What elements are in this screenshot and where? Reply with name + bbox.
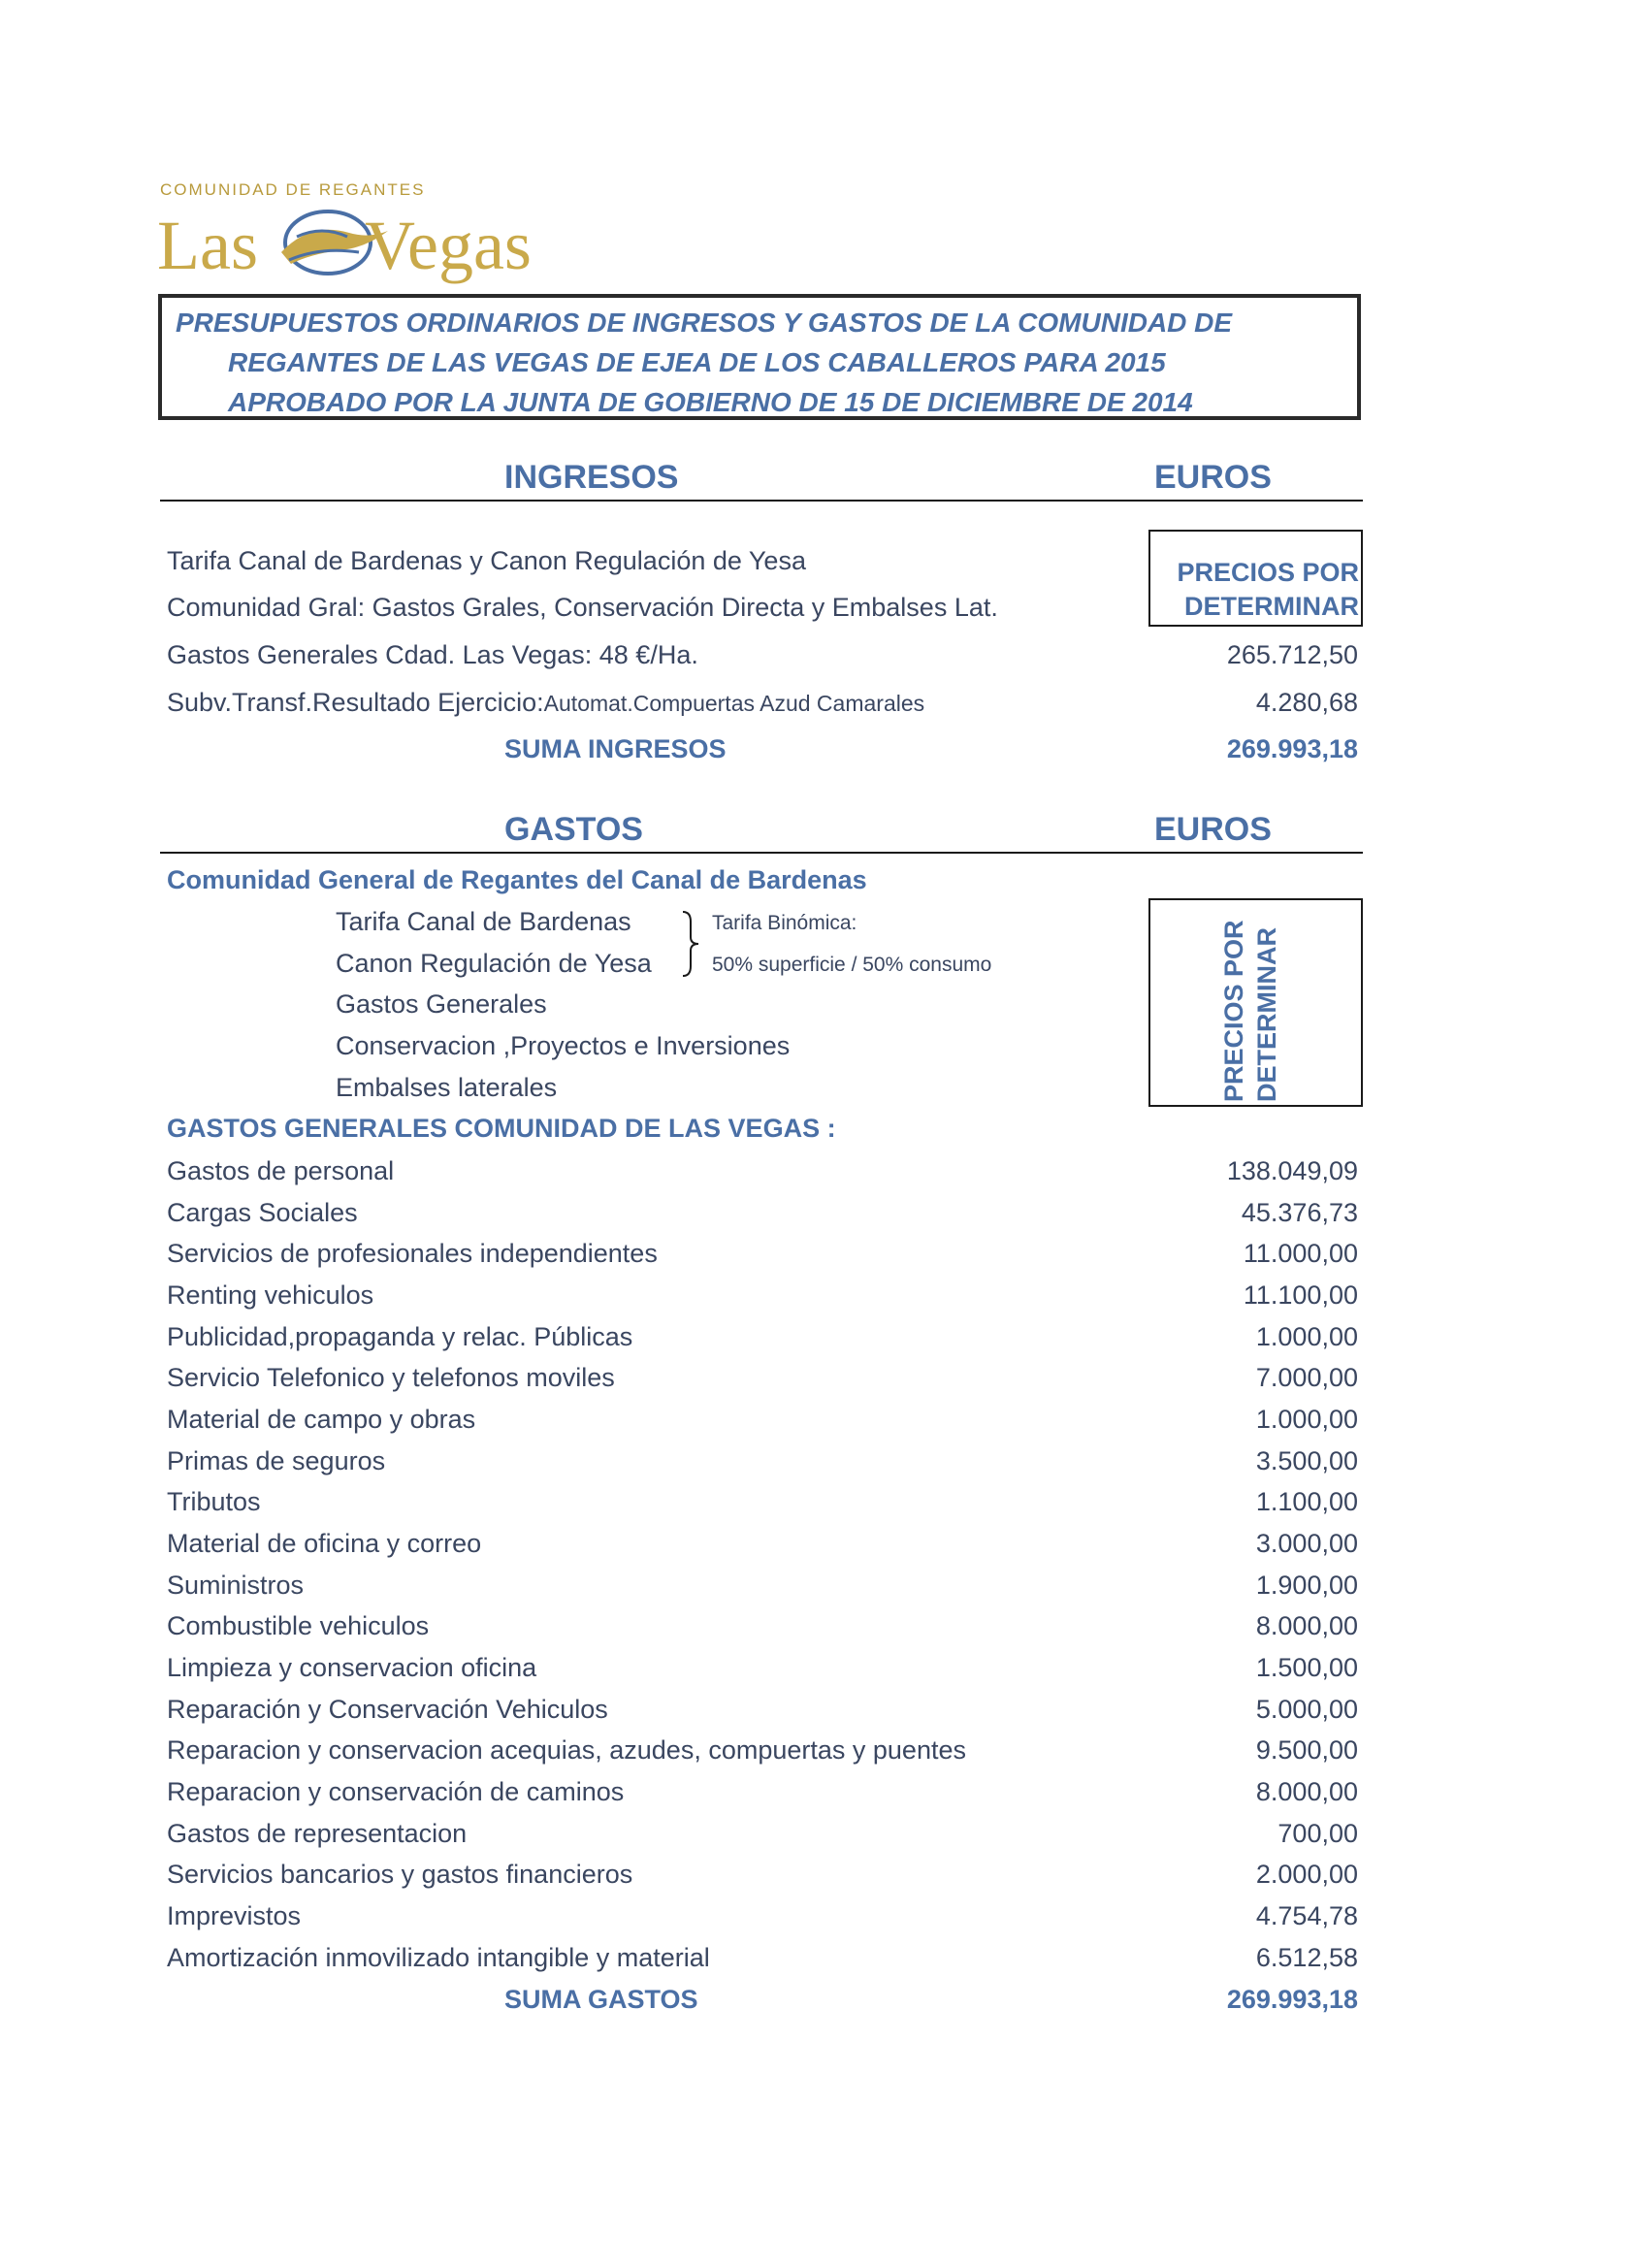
brace-icon — [679, 910, 702, 978]
logo-word-left: Las — [157, 207, 258, 284]
ingresos-row-label: Comunidad Gral: Gastos Grales, Conservación Directa y Embalses Lat. — [167, 593, 998, 622]
gastos-row-value: 1.000,00 — [1255, 1322, 1358, 1351]
gastos-row-value: 3.000,00 — [1255, 1529, 1358, 1558]
gastos-rule — [160, 852, 1363, 854]
gastos-row-value: 8.000,00 — [1255, 1777, 1358, 1806]
gastos-row-label: Cargas Sociales — [167, 1198, 358, 1227]
gastos-row-label: Material de oficina y correo — [167, 1529, 482, 1558]
cgr-item: Conservacion ,Proyectos e Inversiones — [336, 1031, 791, 1060]
tarifa-note-line2: 50% superficie / 50% consumo — [712, 954, 992, 976]
logo-emblem-icon — [272, 204, 398, 281]
ingresos-row-label-main: Subv.Transf.Resultado Ejercicio: — [167, 688, 544, 717]
ingresos-row-label-small: Automat.Compuertas Azud Camarales — [543, 691, 925, 716]
gastos-row-label: Amortización inmovilizado intangible y material — [167, 1943, 710, 1972]
cgr-item: Canon Regulación de Yesa — [336, 949, 652, 978]
suma-ingresos-value: 269.993,18 — [1226, 734, 1358, 763]
title-line-1: PRESUPUESTOS ORDINARIOS DE INGRESOS Y GASTOS DE LA COMUNIDAD DE — [176, 308, 1233, 338]
gastos-row-label: Combustible vehiculos — [167, 1611, 430, 1640]
gastos-row-value: 5.000,00 — [1255, 1695, 1358, 1724]
logo-subtitle: COMUNIDAD DE REGANTES — [160, 180, 426, 199]
title-line-2: REGANTES DE LAS VEGAS DE EJEA DE LOS CABALLEROS PARA 2015 — [228, 347, 1166, 377]
gastos-row-label: Reparación y Conservación Vehiculos — [167, 1695, 608, 1724]
gastos-row-label: Servicios bancarios y gastos financieros — [167, 1860, 633, 1889]
gastos-row-value: 8.000,00 — [1255, 1611, 1358, 1640]
ingresos-box-line2: DETERMINAR — [1184, 592, 1359, 621]
gastos-row-value: 11.000,00 — [1243, 1239, 1358, 1268]
gastos-row-value: 7.000,00 — [1255, 1363, 1358, 1392]
cgr-item: Gastos Generales — [336, 989, 547, 1019]
title-line-3: APROBADO POR LA JUNTA DE GOBIERNO DE 15 DE DICIEMBRE DE 2014 — [228, 387, 1193, 417]
gastos-row-value: 11.100,00 — [1243, 1280, 1358, 1310]
gastos-row-value: 2.000,00 — [1255, 1860, 1358, 1889]
ingresos-row-label: Gastos Generales Cdad. Las Vegas: 48 €/Ha. — [167, 640, 698, 669]
cgr-item: Tarifa Canal de Bardenas — [336, 907, 631, 936]
gastos-row-value: 1.100,00 — [1255, 1487, 1358, 1516]
gastos-row-label: Gastos de personal — [167, 1156, 395, 1185]
gastos-row-value: 6.512,58 — [1255, 1943, 1358, 1972]
gastos-row-value: 1.900,00 — [1255, 1571, 1358, 1600]
ingresos-row-label — [167, 688, 924, 718]
gastos-row-label: Imprevistos — [167, 1901, 302, 1930]
cgr-heading: Comunidad General de Regantes del Canal de Bardenas — [167, 865, 867, 894]
tarifa-note-line1: Tarifa Binómica: — [712, 912, 857, 934]
gastos-euros-heading: EUROS — [1154, 811, 1272, 848]
title-box — [158, 294, 1361, 420]
gastos-row-value: 4.754,78 — [1255, 1901, 1358, 1930]
gastos-precios-vertical — [1217, 920, 1283, 1102]
gastos-row-label: Renting vehiculos — [167, 1280, 374, 1310]
gastos-row-label: Publicidad,propaganda y relac. Públicas — [167, 1322, 633, 1351]
gastos-row-value: 138.049,09 — [1226, 1156, 1358, 1185]
gastos-row-label: Limpieza y conservacion oficina — [167, 1653, 537, 1682]
logo-word-right: Vegas — [364, 207, 532, 284]
ingresos-precios-box — [1148, 530, 1363, 627]
ingresos-rule — [160, 500, 1363, 502]
gastos-row-value: 700,00 — [1277, 1819, 1358, 1848]
gastos-row-label: Primas de seguros — [167, 1446, 386, 1475]
gastos-box-line1: PRECIOS POR — [1219, 920, 1248, 1102]
gastos-generales-heading: GASTOS GENERALES COMUNIDAD DE LAS VEGAS : — [167, 1114, 836, 1143]
gastos-row-label: Servicio Telefonico y telefonos moviles — [167, 1363, 615, 1392]
gastos-row-label: Material de campo y obras — [167, 1405, 476, 1434]
ingresos-row-value: 265.712,50 — [1226, 640, 1358, 669]
gastos-heading: GASTOS — [504, 811, 643, 848]
suma-ingresos-label: SUMA INGRESOS — [504, 734, 727, 763]
gastos-row-value: 3.500,00 — [1255, 1446, 1358, 1475]
gastos-row-value: 1.000,00 — [1255, 1405, 1358, 1434]
gastos-row-label: Servicios de profesionales independientes — [167, 1239, 658, 1268]
ingresos-heading: INGRESOS — [504, 459, 679, 496]
gastos-row-label: Suministros — [167, 1571, 305, 1600]
suma-gastos-label: SUMA GASTOS — [504, 1985, 698, 2014]
ingresos-row-label: Tarifa Canal de Bardenas y Canon Regulación de Yesa — [167, 546, 806, 575]
gastos-row-label: Reparacion y conservacion acequias, azudes, compuertas y puentes — [167, 1735, 966, 1765]
ingresos-euros-heading: EUROS — [1154, 459, 1272, 496]
gastos-row-value: 45.376,73 — [1241, 1198, 1358, 1227]
cgr-item: Embalses laterales — [336, 1073, 558, 1102]
gastos-row-label: Tributos — [167, 1487, 261, 1516]
gastos-row-value: 9.500,00 — [1255, 1735, 1358, 1765]
gastos-row-value: 1.500,00 — [1255, 1653, 1358, 1682]
ingresos-row-value: 4.280,68 — [1255, 688, 1358, 717]
suma-gastos-value: 269.993,18 — [1226, 1985, 1358, 2014]
gastos-row-label: Gastos de representacion — [167, 1819, 468, 1848]
ingresos-box-line1: PRECIOS POR — [1177, 558, 1359, 587]
gastos-box-line2: DETERMINAR — [1252, 927, 1281, 1102]
gastos-row-label: Reparacion y conservación de caminos — [167, 1777, 625, 1806]
